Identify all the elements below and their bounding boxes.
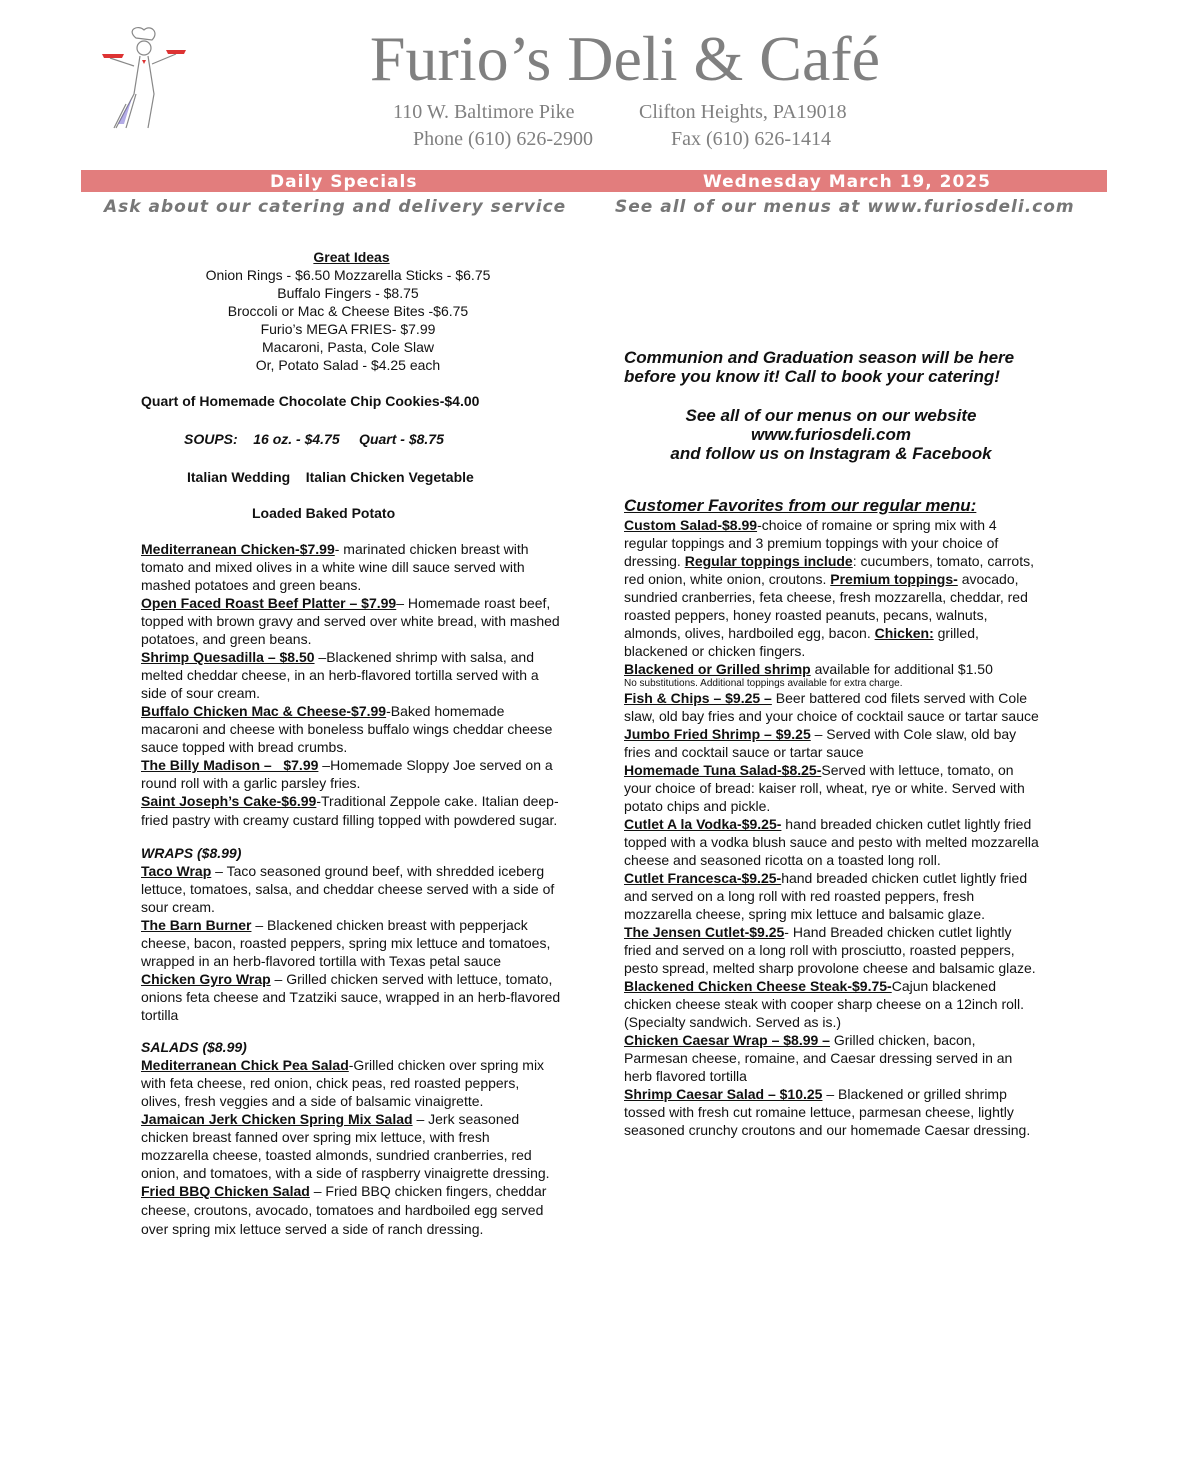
wraps-heading: WRAPS ($8.99) <box>141 845 242 861</box>
special-desc: - marinated chicken breast with tomato and mixed olives in a white wine dill sauce served with mashed potatoes and green beans. <box>141 541 529 593</box>
great-ideas-item: Buffalo Fingers - $8.75 <box>277 285 419 301</box>
wrap-desc: – Grilled chicken served with lettuce, tomato, onions feta cheese and Tzatziki sauce, wrapped in an herb-flavored tortilla <box>141 971 561 1023</box>
chicken-label: Chicken: <box>874 625 934 641</box>
favorite-desc: Cajun blackened chicken cheese steak with cooper sharp cheese on a 12inch roll. (Specialty sandwich. Served as is.) <box>624 978 1025 1030</box>
salad-name: Mediterranean Chick Pea Salad <box>141 1057 349 1073</box>
favorite-desc: – Blackened or grilled shrimp tossed with fresh cut romaine lettuce, parmesan cheese, lightly seasoned crunchy croutons and our homemade Caesar dressing. <box>624 1086 1031 1138</box>
favorite-name: Custom Salad-$8.99 <box>624 517 758 533</box>
wrap-name: Chicken Gyro Wrap <box>141 971 271 987</box>
special-name: Shrimp Quesadilla – $8.50 <box>141 649 315 665</box>
favorite-item <box>624 1085 1042 1139</box>
great-ideas-item: Onion Rings - $6.50 Mozzarella Sticks - $6.75 <box>205 267 491 283</box>
website-promo-line: See all of our menus on our website <box>685 406 977 425</box>
salads-heading: SALADS ($8.99) <box>141 1039 247 1055</box>
regular-toppings-label: Regular toppings include <box>684 553 853 569</box>
salad-item <box>141 1056 561 1110</box>
special-item <box>141 792 561 830</box>
favorite-item <box>624 815 1042 869</box>
special-name: The Billy Madison – $7.99 <box>141 757 319 773</box>
catering-tagline: Ask about our catering and delivery service <box>104 197 567 217</box>
favorite-name: Cutlet A la Vodka-$9.25- <box>624 816 782 832</box>
special-desc: -Traditional Zeppole cake. Italian deep-fried pastry with creamy custard filling topped with powdered sugar. <box>141 793 559 828</box>
favorite-desc: -choice of romaine or spring mix with 4 regular toppings and 3 premium toppings with your choice of dressing. <box>624 517 999 569</box>
great-ideas-item: Or, Potato Salad - $4.25 each <box>255 357 441 373</box>
salad-desc: – Fried BBQ chicken fingers, cheddar cheese, croutons, avocado, tomatoes and hardboiled egg served over spring mix lettuce served a side of ranch dressing. <box>141 1183 547 1237</box>
soups-prices: SOUPS: 16 oz. - $4.75 Quart - $8.75 <box>184 431 444 447</box>
special-name: Buffalo Chicken Mac & Cheese-$7.99 <box>141 703 387 719</box>
favorite-item <box>624 761 1042 815</box>
fax-number: Fax (610) 626-1414 <box>671 128 831 150</box>
salad-item <box>141 1182 561 1239</box>
phone-number: Phone (610) 626-2900 <box>413 128 593 150</box>
salad-name: Fried BBQ Chicken Salad <box>141 1183 310 1199</box>
special-desc: –Blackened shrimp with salsa, and melted cheddar cheese, in an herb-flavored tortilla served with a side of sour cream. <box>141 649 539 701</box>
favorite-desc: - Hand Breaded chicken cutlet lightly fried and served on a long roll with prosciutto, roasted peppers, pesto spread, melted sharp provolone cheese and balsamic glaze. <box>624 924 1036 976</box>
favorite-name: Jumbo Fried Shrimp – $9.25 <box>624 726 811 742</box>
special-name: Open Faced Roast Beef Platter – $7.99 <box>141 595 397 611</box>
favorite-item <box>624 725 1042 761</box>
banner-daily-specials: Daily Specials <box>270 172 418 192</box>
wrap-name: The Barn Burner <box>141 917 252 933</box>
premium-toppings-text: avocado, sundried cranberries, feta cheese, fresh mozzarella, cheddar, red roasted peppers, honey roasted peanuts, pecans, walnuts, almonds, olives, hardboiled egg, bacon. <box>624 571 1028 641</box>
wrap-desc: – Taco seasoned ground beef, with shredded iceberg lettuce, tomatoes, salsa, and cheddar cheese served with a side of sour cream. <box>141 863 555 915</box>
daily-specials-banner <box>81 170 1107 192</box>
favorite-desc: hand breaded chicken cutlet lightly fried topped with a vodka blush sauce and pesto with melted mozzarella cheese and seasoned ricotta on a toasted long roll. <box>624 816 1039 868</box>
special-item <box>141 648 561 702</box>
great-ideas-item: Furio’s MEGA FRIES- $7.99 <box>260 321 436 337</box>
cookies-special: Quart of Homemade Chocolate Chip Cookies-$4.00 <box>141 393 480 409</box>
favorite-desc: Grilled chicken, bacon, Parmesan cheese, romaine, and Caesar dressing served in an herb flavored tortilla <box>624 1032 1013 1084</box>
wrap-desc: – Blackened chicken breast with pepperjack cheese, bacon, roasted peppers, spring mix lettuce and tomatoes, wrapped in an herb-flavored tortilla with Texas petal sauce <box>141 917 551 969</box>
favorite-desc: hand breaded chicken cutlet lightly fried and served on a long roll with red roasted peppers, fresh mozzarella cheese, spring mix lettuce and balsamic glaze. <box>624 870 1028 922</box>
favorite-name: Homemade Tuna Salad-$8.25- <box>624 762 822 778</box>
website-promo <box>624 406 1038 463</box>
favorite-desc: Beer battered cod filets served with Cole slaw, old bay fries and your choice of cocktail sauce or tartar sauce <box>624 690 1039 724</box>
special-item <box>141 756 561 792</box>
address-city: Clifton Heights, PA19018 <box>639 101 847 123</box>
website-tagline: See all of our menus at www.furiosdeli.com <box>615 197 1075 217</box>
special-desc: -Baked homemade macaroni and cheese with boneless buffalo wings cheddar cheese sauce topped with bread crumbs. <box>141 703 553 755</box>
shrimp-label: Blackened or Grilled shrimp <box>624 661 811 677</box>
address-street: 110 W. Baltimore Pike <box>393 101 575 123</box>
favorite-name: Fish & Chips – $9.25 – <box>624 690 772 706</box>
special-desc: –Homemade Sloppy Joe served on a round roll with a garlic parsley fries. <box>141 757 553 791</box>
favorite-item <box>624 516 1042 660</box>
chicken-text: grilled, blackened or chicken fingers. <box>624 625 979 659</box>
favorite-name: Chicken Caesar Wrap – $8.99 – <box>624 1032 830 1048</box>
favorite-item <box>624 923 1042 977</box>
favorite-name: Cutlet Francesca-$9.25- <box>624 870 782 886</box>
soups-list-2: Loaded Baked Potato <box>252 505 396 521</box>
favorite-name: Blackened Chicken Cheese Steak-$9.75- <box>624 978 892 994</box>
special-item <box>141 702 561 756</box>
substitution-note: No substitutions. Additional toppings available for extra charge. <box>624 678 903 689</box>
favorites-heading: Customer Favorites from our regular menu: <box>624 496 977 515</box>
salad-item <box>141 1110 561 1182</box>
social-promo-line: and follow us on Instagram & Facebook <box>670 444 992 463</box>
wrap-item <box>141 916 561 970</box>
regular-toppings-text: : cucumbers, tomato, carrots, red onion, white onion, croutons. <box>624 553 1035 587</box>
right-column <box>624 348 1042 1139</box>
chef-waiter-logo-icon <box>96 24 192 134</box>
favorite-item <box>624 1031 1042 1085</box>
salad-desc: -Grilled chicken over spring mix with feta cheese, red onion, chick peas, red roasted peppers, olives, fresh veggies and a side of balsamic vinaigrette. <box>141 1057 545 1109</box>
website-url: www.furiosdeli.com <box>751 425 911 444</box>
wrap-item <box>141 862 561 916</box>
favorite-name: Shrimp Caesar Salad – $10.25 <box>624 1086 823 1102</box>
favorite-item <box>624 689 1042 725</box>
catering-promo: Communion and Graduation season will be here before you know it! Call to book your catering! <box>624 348 1015 386</box>
shrimp-text: available for additional $1.50 <box>810 661 993 677</box>
favorite-desc: – Served with Cole slaw, old bay fries and cocktail sauce or tartar sauce <box>624 726 1017 760</box>
wrap-name: Taco Wrap <box>141 863 212 879</box>
favorite-desc: Served with lettuce, tomato, on your choice of bread: kaiser roll, wheat, rye or white. Served with potato chips and pickle. <box>624 762 1025 814</box>
restaurant-title: Furio’s Deli & Café <box>369 23 881 94</box>
favorite-item <box>624 869 1042 923</box>
salad-name: Jamaican Jerk Chicken Spring Mix Salad <box>141 1111 413 1127</box>
soups-list: Italian Wedding Italian Chicken Vegetable <box>187 469 474 485</box>
favorite-item <box>624 660 1042 678</box>
great-ideas-heading: Great Ideas <box>313 249 390 265</box>
special-name: Mediterranean Chicken-$7.99 <box>141 541 335 557</box>
salad-desc: – Jerk seasoned chicken breast fanned over spring mix lettuce, with fresh mozzarella cheese, toasted almonds, sundried cranberries, red onion, and tomatoes, with a side of raspberry vinaigrette dressing. <box>141 1111 550 1181</box>
special-item <box>141 594 561 648</box>
left-column <box>141 248 561 1239</box>
wrap-item <box>141 970 561 1024</box>
great-ideas-item: Macaroni, Pasta, Cole Slaw <box>262 339 434 355</box>
great-ideas-item: Broccoli or Mac & Cheese Bites -$6.75 <box>227 303 469 319</box>
special-name: Saint Joseph’s Cake-$6.99 <box>141 793 317 809</box>
favorite-name: The Jensen Cutlet-$9.25 <box>624 924 785 940</box>
banner-date: Wednesday March 19, 2025 <box>703 172 991 192</box>
special-item <box>141 540 561 594</box>
favorite-item <box>624 977 1042 1031</box>
premium-toppings-label: Premium toppings- <box>830 571 958 587</box>
special-desc: – Homemade roast beef, topped with brown gravy and served over white bread, with mashed potatoes, and green beans. <box>141 595 560 647</box>
